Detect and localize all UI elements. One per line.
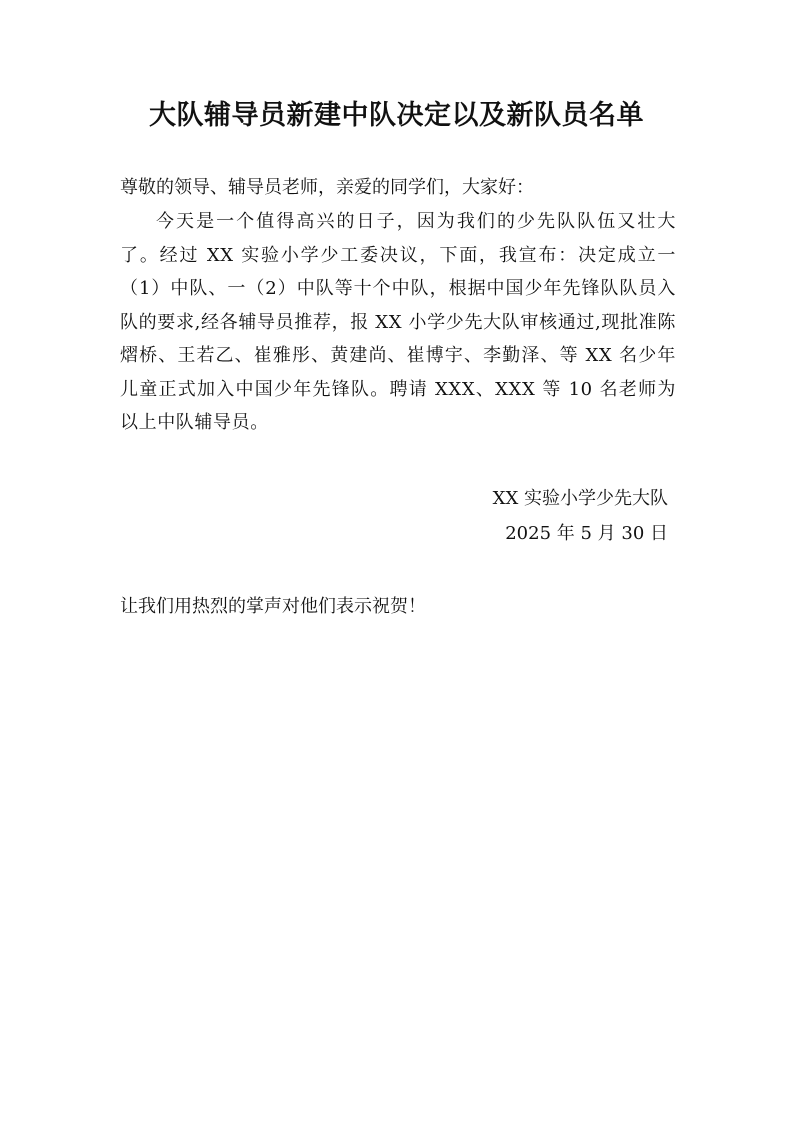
document-title: 大队辅导员新建中队决定以及新队员名单 bbox=[149, 100, 644, 131]
closing-line: 让我们用热烈的掌声对他们表示祝贺！ bbox=[120, 596, 426, 617]
greeting-line: 尊敬的领导、辅导员老师，亲爱的同学们，大家好： bbox=[120, 177, 534, 198]
signature-organization: XX 实验小学少先大队 bbox=[492, 488, 668, 509]
signature-date: 2025 年 5 月 30 日 bbox=[505, 523, 668, 544]
announcement-paragraph: 今天是一个值得高兴的日子，因为我们的少先队队伍又壮大了。经过 XX 实验小学少工委决议，下面，我宣布：决定成立一（1）中队、一（2）中队等十个中队，根据中国少年先锋队队员入队的要求,经各辅导员推荐，报 XX 小学少先大队审核通过,现批准陈熠桥、王若乙、崔雅彤、黄建尚、崔博宇、李勤泽、等 XX 名少年儿童正式加入中国少年先锋队。聘请 XXX、XXX 等 10 名老师为以上中队辅导员。 bbox=[120, 211, 676, 433]
